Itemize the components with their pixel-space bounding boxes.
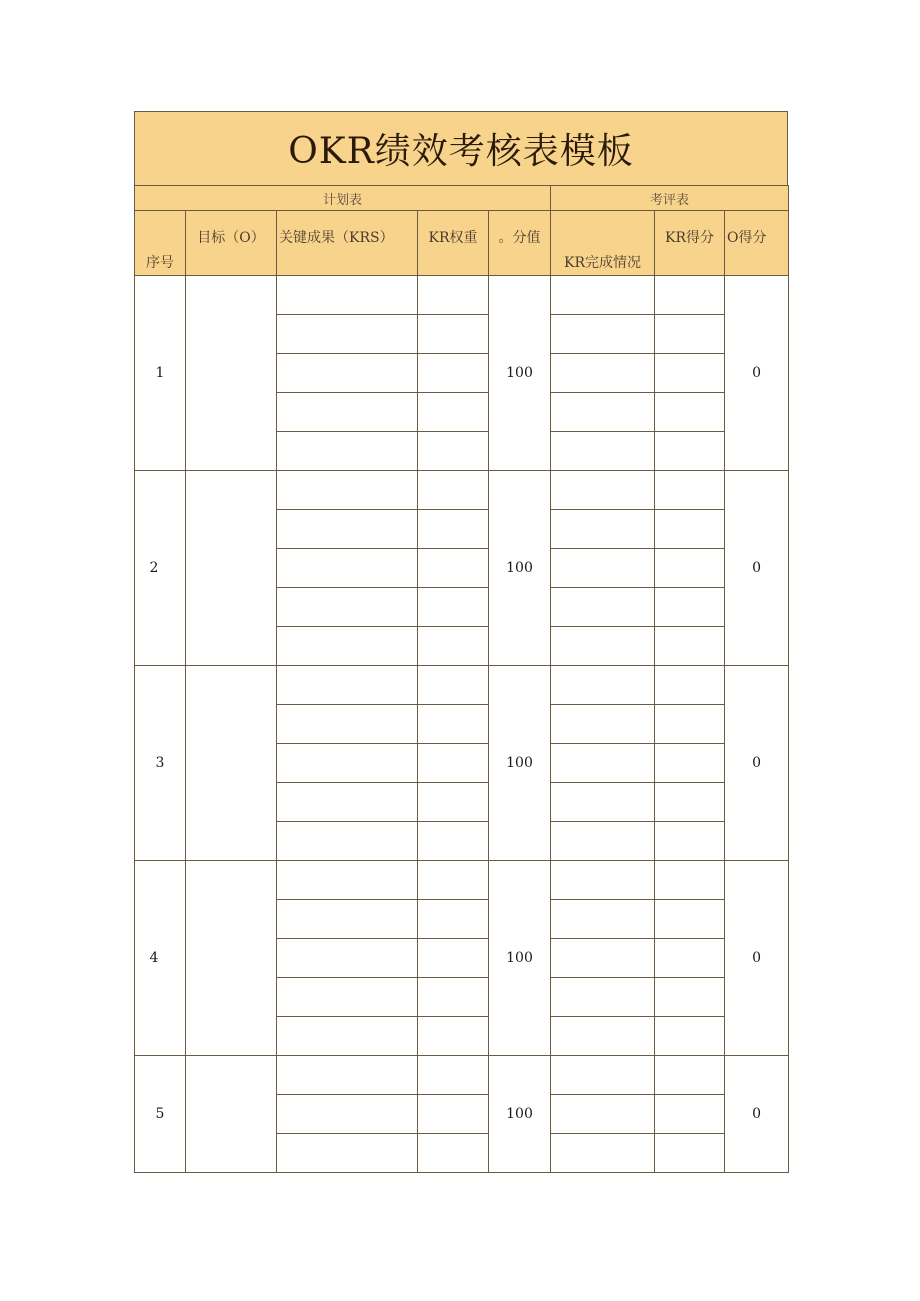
kr-score-cell[interactable] <box>655 822 725 861</box>
seq-cell <box>135 276 186 471</box>
seq-cell <box>135 861 186 1056</box>
kr-score-cell[interactable] <box>655 783 725 822</box>
key-result-cell[interactable] <box>277 744 418 783</box>
kr-score-cell[interactable] <box>655 354 725 393</box>
kr-weight-cell[interactable] <box>418 978 489 1017</box>
kr-weight-cell[interactable] <box>418 276 489 315</box>
table-row <box>135 276 789 315</box>
col-header-o-score: O得分 <box>725 211 789 276</box>
key-result-cell[interactable] <box>277 783 418 822</box>
seq-cell <box>135 666 186 861</box>
group-header-row <box>135 186 789 211</box>
kr-score-cell[interactable] <box>655 510 725 549</box>
col-header-objective: 目标（O） <box>186 211 277 276</box>
kr-weight-cell[interactable] <box>418 1017 489 1056</box>
kr-completion-cell[interactable] <box>551 627 655 666</box>
kr-completion-cell[interactable] <box>551 978 655 1017</box>
kr-weight-cell[interactable] <box>418 1056 489 1095</box>
key-result-cell[interactable] <box>277 393 418 432</box>
kr-weight-cell[interactable] <box>418 471 489 510</box>
key-result-cell[interactable] <box>277 354 418 393</box>
table-row <box>135 666 789 705</box>
objective-cell[interactable] <box>186 666 277 861</box>
objective-cell[interactable] <box>186 471 277 666</box>
kr-completion-cell[interactable] <box>551 900 655 939</box>
objective-cell[interactable] <box>186 1056 277 1173</box>
kr-score-cell[interactable] <box>655 549 725 588</box>
kr-score-cell[interactable] <box>655 315 725 354</box>
col-header-score-value: 。分值 <box>489 211 551 276</box>
kr-weight-cell[interactable] <box>418 666 489 705</box>
kr-weight-cell[interactable] <box>418 744 489 783</box>
col-header-kr-completion: KR完成情况 <box>551 211 655 276</box>
kr-weight-cell[interactable] <box>418 588 489 627</box>
kr-completion-cell[interactable] <box>551 393 655 432</box>
kr-weight-cell[interactable] <box>418 900 489 939</box>
kr-weight-cell[interactable] <box>418 1095 489 1134</box>
key-result-cell[interactable] <box>277 900 418 939</box>
seq-value: 2 <box>149 560 159 576</box>
kr-completion-cell[interactable] <box>551 783 655 822</box>
kr-score-cell[interactable] <box>655 939 725 978</box>
kr-completion-cell[interactable] <box>551 276 655 315</box>
table-row <box>135 1056 789 1095</box>
kr-weight-cell[interactable] <box>418 939 489 978</box>
kr-weight-cell[interactable] <box>418 354 489 393</box>
kr-weight-cell[interactable] <box>418 783 489 822</box>
okr-table <box>134 185 789 1173</box>
key-result-cell[interactable] <box>277 822 418 861</box>
seq-cell <box>135 471 186 666</box>
key-result-cell[interactable] <box>277 549 418 588</box>
kr-score-cell[interactable] <box>655 1056 725 1095</box>
group-header-plan: 计划表 <box>135 186 551 211</box>
col-header-kr-score: KR得分 <box>655 211 725 276</box>
key-result-cell[interactable] <box>277 666 418 705</box>
key-result-cell[interactable] <box>277 471 418 510</box>
kr-score-cell[interactable] <box>655 393 725 432</box>
key-result-cell[interactable] <box>277 315 418 354</box>
kr-weight-cell[interactable] <box>418 432 489 471</box>
table-row <box>135 861 789 900</box>
seq-value: 1 <box>155 365 165 381</box>
kr-score-cell[interactable] <box>655 978 725 1017</box>
kr-completion-cell[interactable] <box>551 471 655 510</box>
kr-weight-cell[interactable] <box>418 393 489 432</box>
kr-score-cell[interactable] <box>655 627 725 666</box>
key-result-cell[interactable] <box>277 1095 418 1134</box>
kr-score-cell[interactable] <box>655 1134 725 1173</box>
kr-completion-cell[interactable] <box>551 315 655 354</box>
seq-cell <box>135 1056 186 1173</box>
key-result-cell[interactable] <box>277 1017 418 1056</box>
seq-value: 5 <box>155 1106 165 1122</box>
kr-completion-cell[interactable] <box>551 354 655 393</box>
kr-score-cell[interactable] <box>655 705 725 744</box>
kr-score-cell[interactable] <box>655 1017 725 1056</box>
objective-cell[interactable] <box>186 861 277 1056</box>
kr-score-cell[interactable] <box>655 471 725 510</box>
kr-completion-cell[interactable] <box>551 588 655 627</box>
kr-completion-cell[interactable] <box>551 1017 655 1056</box>
score-value-cell: 100 <box>489 666 551 861</box>
document-title: OKR绩效考核表模板 <box>134 111 788 185</box>
key-result-cell[interactable] <box>277 276 418 315</box>
kr-completion-cell[interactable] <box>551 822 655 861</box>
kr-completion-cell[interactable] <box>551 705 655 744</box>
kr-weight-cell[interactable] <box>418 627 489 666</box>
kr-score-cell[interactable] <box>655 666 725 705</box>
kr-score-cell[interactable] <box>655 900 725 939</box>
kr-weight-cell[interactable] <box>418 861 489 900</box>
kr-score-cell[interactable] <box>655 1095 725 1134</box>
kr-weight-cell[interactable] <box>418 510 489 549</box>
seq-value: 4 <box>149 950 159 966</box>
kr-completion-cell[interactable] <box>551 1095 655 1134</box>
kr-score-cell[interactable] <box>655 861 725 900</box>
o-score-cell: 0 <box>725 666 789 861</box>
o-score-cell: 0 <box>725 1056 789 1173</box>
key-result-cell[interactable] <box>277 627 418 666</box>
okr-table-body <box>135 276 789 1173</box>
kr-score-cell[interactable] <box>655 744 725 783</box>
kr-completion-cell[interactable] <box>551 744 655 783</box>
key-result-cell[interactable] <box>277 432 418 471</box>
key-result-cell[interactable] <box>277 978 418 1017</box>
kr-score-cell[interactable] <box>655 276 725 315</box>
kr-completion-cell[interactable] <box>551 861 655 900</box>
key-result-cell[interactable] <box>277 1056 418 1095</box>
kr-completion-cell[interactable] <box>551 1134 655 1173</box>
objective-cell[interactable] <box>186 276 277 471</box>
kr-weight-cell[interactable] <box>418 549 489 588</box>
score-value-cell: 100 <box>489 1056 551 1173</box>
kr-completion-cell[interactable] <box>551 1056 655 1095</box>
kr-weight-cell[interactable] <box>418 822 489 861</box>
group-header-review: 考评表 <box>551 186 789 211</box>
key-result-cell[interactable] <box>277 861 418 900</box>
o-score-cell: 0 <box>725 861 789 1056</box>
key-result-cell[interactable] <box>277 588 418 627</box>
score-value-cell: 100 <box>489 471 551 666</box>
score-value-cell: 100 <box>489 861 551 1056</box>
key-result-cell[interactable] <box>277 510 418 549</box>
o-score-cell: 0 <box>725 471 789 666</box>
col-header-kr-weight: KR权重 <box>418 211 489 276</box>
kr-score-cell[interactable] <box>655 432 725 471</box>
col-header-key-results: 关键成果（KRS） <box>277 211 418 276</box>
column-header-row <box>135 211 789 276</box>
kr-completion-cell[interactable] <box>551 549 655 588</box>
kr-weight-cell[interactable] <box>418 315 489 354</box>
col-header-seq: 序号 <box>135 211 186 276</box>
okr-sheet <box>134 111 788 1173</box>
key-result-cell[interactable] <box>277 705 418 744</box>
key-result-cell[interactable] <box>277 939 418 978</box>
kr-score-cell[interactable] <box>655 588 725 627</box>
table-row <box>135 471 789 510</box>
o-score-cell: 0 <box>725 276 789 471</box>
seq-value: 3 <box>155 755 165 771</box>
kr-weight-cell[interactable] <box>418 705 489 744</box>
kr-completion-cell[interactable] <box>551 666 655 705</box>
kr-completion-cell[interactable] <box>551 432 655 471</box>
kr-completion-cell[interactable] <box>551 939 655 978</box>
score-value-cell: 100 <box>489 276 551 471</box>
kr-completion-cell[interactable] <box>551 510 655 549</box>
key-result-cell[interactable] <box>277 1134 418 1173</box>
kr-weight-cell[interactable] <box>418 1134 489 1173</box>
